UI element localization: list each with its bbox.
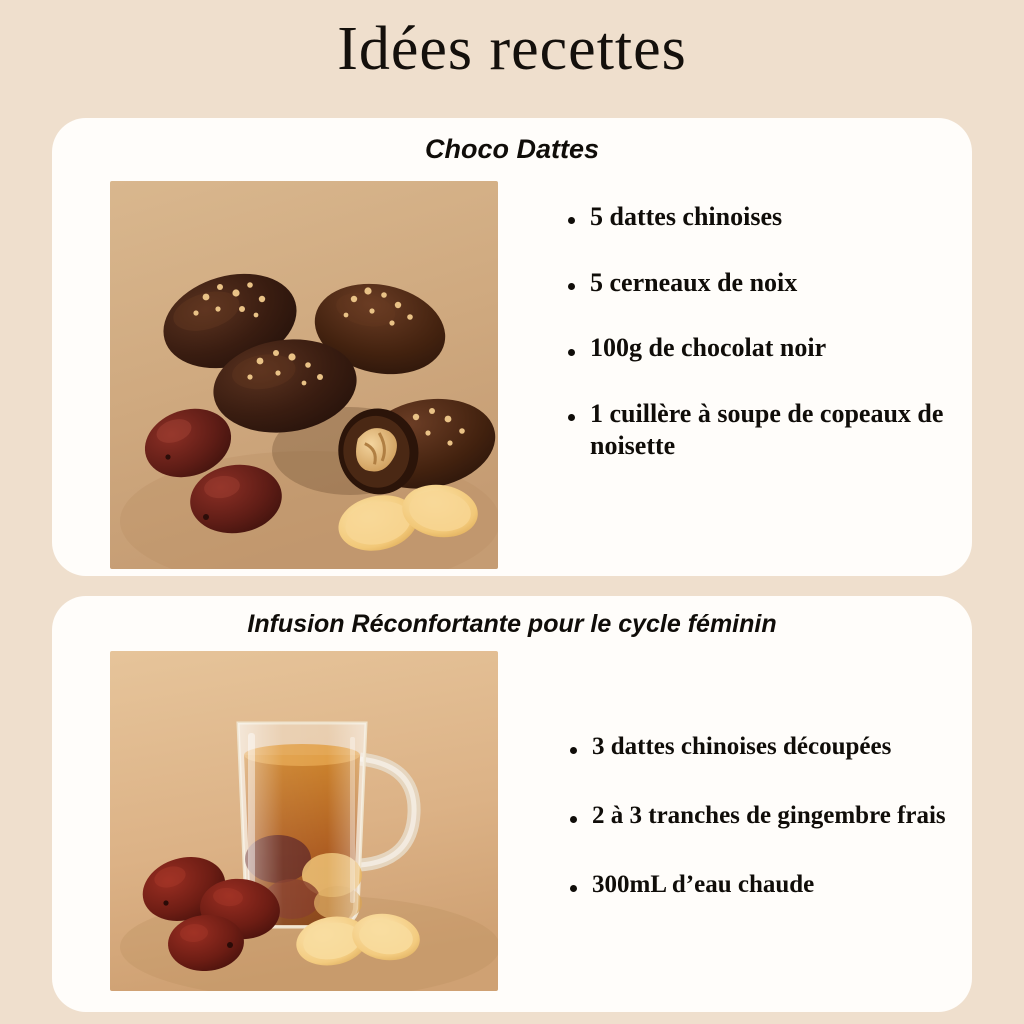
ingredient-list bbox=[562, 731, 948, 938]
recipe-card-body bbox=[52, 165, 972, 569]
ginger-jujube-tea-photo bbox=[110, 651, 498, 991]
list-item: 3 dattes chinoises découpées bbox=[562, 731, 948, 762]
list-item: 300mL d’eau chaude bbox=[562, 869, 948, 900]
recipe-card-infusion bbox=[52, 596, 972, 1012]
recipe-title: Infusion Réconfortante pour le cycle féminin bbox=[247, 610, 777, 638]
ingredient-list bbox=[560, 201, 948, 496]
list-item: 5 cerneaux de noix bbox=[560, 267, 948, 299]
list-item: 1 cuillère à soupe de copeaux de noisette bbox=[560, 398, 948, 461]
list-item: 5 dattes chinoises bbox=[560, 201, 948, 233]
recipe-card-choco-dattes bbox=[52, 118, 972, 576]
list-item: 2 à 3 tranches de gingembre frais bbox=[562, 800, 948, 831]
list-item: 100g de chocolat noir bbox=[560, 332, 948, 364]
chocolate-dates-photo bbox=[110, 181, 498, 569]
page-title: Idées recettes bbox=[337, 15, 687, 83]
recipe-card-body bbox=[52, 639, 972, 991]
recipe-title: Choco Dattes bbox=[424, 134, 600, 164]
